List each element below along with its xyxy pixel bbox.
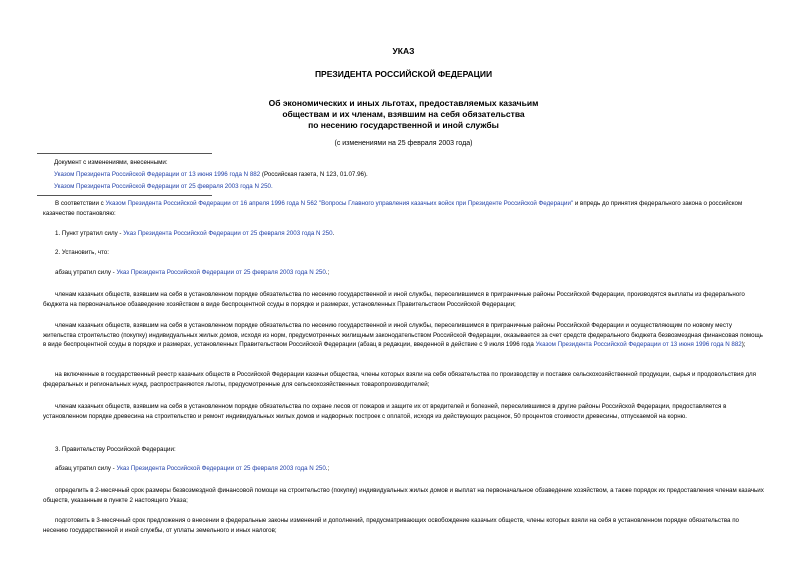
paragraph-point-2-a: [43, 268, 765, 278]
paragraph-point-2: 2. Установить, что:: [55, 249, 109, 256]
paragraph-point-2-e: членам казачьих обществ, взявшим на себя в установленном порядке обязательства по охране лесов от пожаров и защите их от вредителей и болезней, переселившимся в другие районы Российской Федерации, предоставляется в установленном порядке древесина на строительство и ремонт индивидуальных жилых домов и надворных построек с оплатой, исходя из действующих расценок, 50 процентов стоимости древесины, отпускаемой на корню.: [43, 403, 727, 420]
point-2c-link[interactable]: Указом Президента Российской Федерации от 13 июня 1996 года N 882: [535, 341, 742, 348]
decree-subject-line-1: Об экономических и иных льготах, предоставляемых казачьим: [268, 98, 539, 108]
paragraph-point-2-c: [43, 321, 765, 350]
paragraph-point-2-d: на включенные в государственный реестр казачьих обществ в Российской Федерации казачьи общества, члены которых взяли на себя обязательства по производству и поставке сельскохозяйственной продукции, сырья и продовольствия для федеральных и региональных нужд, распространяются льготы, предусмотренные для сельскохозяйственных товаропроизводителей;: [43, 371, 757, 388]
decree-subject-line-2: обществам и их членам, взявшим на себя обязательства: [282, 109, 525, 119]
decree-subject-line-3: по несению государственной и иной службы: [308, 120, 499, 130]
paragraph-preamble: [43, 199, 765, 218]
point-2a-end: .;: [325, 269, 330, 276]
point-3a-link[interactable]: Указ Президента Российской Федерации от 25 февраля 2003 года N 250: [116, 465, 326, 472]
amendment-note: (с изменениями на 25 февраля 2003 года): [334, 140, 473, 147]
point-2c-end: );: [741, 341, 746, 348]
point-3a-text: абзац утратил силу -: [55, 465, 117, 472]
changes-intro: Документ с изменениями, внесенными:: [54, 159, 168, 166]
point-1-text: 1. Пункт утратил силу -: [55, 230, 124, 237]
point-2c-text: членам казачьих обществ, взявшим на себя в установленном порядке обязательства по несению государственной и иной службы, переселившимся в приграничные районы Российской Федерации и осуществляющим по новому месту жительства строительство (покупку) индивидуальных жилых домов, исходя из норм, предусмотренных жилищным законодательством Российской Федерации, оказывается за счет средств федерального бюджета безвозмездная финансовая помощь в виде беспроцентной ссуды в порядке и размерах, установленных Правительством Российской Федерации (абзац в редакции, введенной в действие с 9 июля 1996 года: [43, 322, 763, 348]
paragraph-point-3-b: определить в 2-месячный срок размеры безвозмездной финансовой помощи на строительство (покупку) индивидуальных жилых домов и выплат на первоначальное обзаведение хозяйством, а также порядок их предоставления членам казачьих обществ, указанным в пункте 2 настоящего Указа;: [43, 487, 764, 504]
changes-line-2: [54, 181, 368, 193]
point-3a-end: .;: [325, 465, 330, 472]
changes-block: [54, 157, 368, 193]
point-2a-text: абзац утратил силу -: [55, 269, 117, 276]
decree-title: УКАЗ: [392, 46, 415, 56]
preamble-link[interactable]: Указом Президента Российской Федерации от 16 апреля 1996 года N 562 "Вопросы Главного управления казачьих войск при Президенте Российской Федерации": [105, 200, 574, 207]
decree-issuer: ПРЕЗИДЕНТА РОССИЙСКОЙ ФЕДЕРАЦИИ: [314, 69, 493, 79]
bottom-separator: [37, 195, 212, 196]
top-separator: [37, 153, 212, 154]
paragraph-point-3-a: [43, 464, 765, 474]
point-1-link[interactable]: Указ Президента Российской Федерации от 25 февраля 2003 года N 250: [123, 230, 333, 237]
paragraph-point-3-c: подготовить в 3-месячный срок предложения о внесении в федеральные законы изменений и дополнений, предусматривающих освобождение казачьих обществ, члены которых взяли на себя в установленном порядке обязательства по несению государственной и иной службы, от уплаты земельного и иных налогов;: [43, 517, 739, 534]
point-1-end: .: [332, 230, 335, 237]
point-2a-link[interactable]: Указ Президента Российской Федерации от 25 февраля 2003 года N 250: [116, 269, 326, 276]
paragraph-point-2-b: членам казачьих обществ, взявшим на себя в установленном порядке обязательства по несению государственной и иной службы, переселившимся в приграничные районы Российской Федерации, производятся выплаты из федерального бюджета на первоначальное обзаведение хозяйством в виде беспроцентной ссуды в порядке и размерах, установленных Правительством Российской Федерации;: [43, 291, 745, 308]
preamble-text-end: и впредь до принятия федерального закона о российском казачестве постановляю:: [43, 200, 743, 217]
paragraph-point-1: [43, 229, 765, 239]
changes-link-2[interactable]: Указом Президента Российской Федерации от 25 февраля 2003 года N 250.: [54, 183, 273, 190]
changes-link-1-tail: (Российская газета, N 123, 01.07.96).: [260, 171, 368, 178]
changes-line-1: [54, 169, 368, 181]
changes-link-1[interactable]: Указом Президента Российской Федерации от 13 июня 1996 года N 882: [54, 171, 261, 178]
preamble-text: В соответствии с: [55, 200, 106, 207]
paragraph-point-3: 3. Правительству Российской Федерации:: [55, 446, 176, 453]
